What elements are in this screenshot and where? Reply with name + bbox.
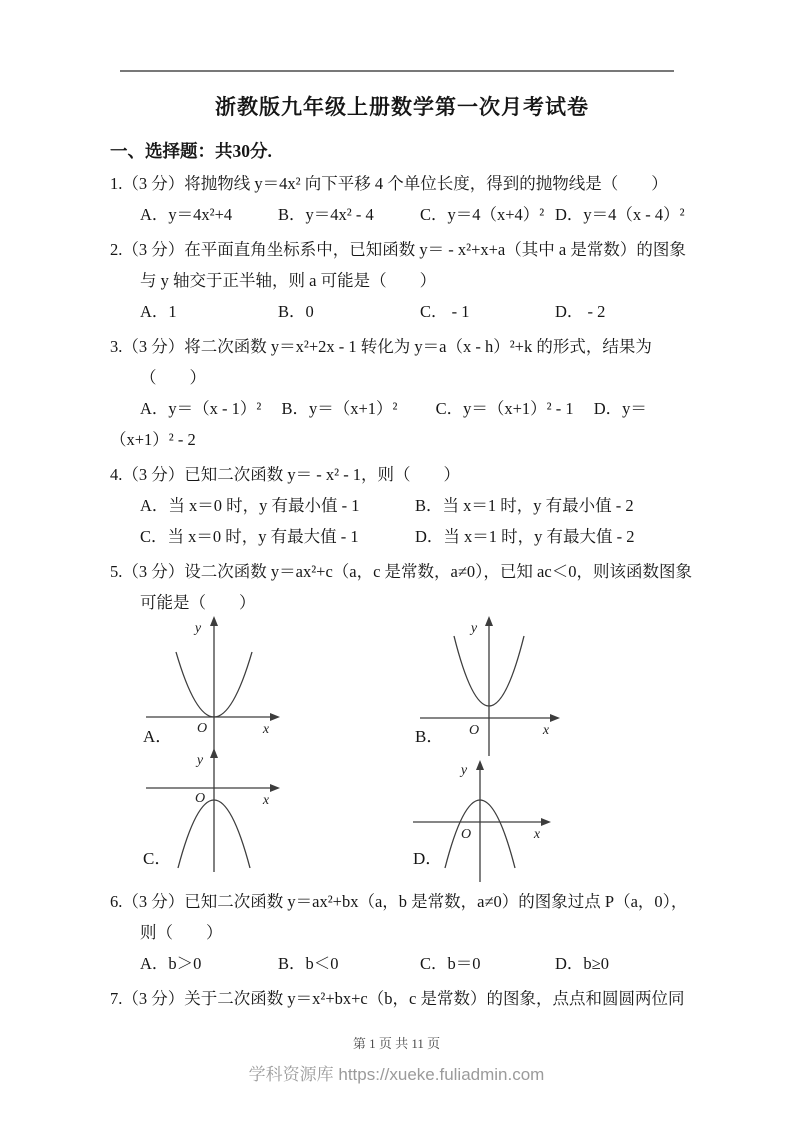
question-7 [110, 983, 694, 1014]
question-4 [110, 459, 694, 552]
option-b: B．0 [278, 302, 314, 321]
y-axis-arrow-icon [476, 760, 484, 770]
option-a: A．当 x＝0 时，y 有最小值 - 1 [140, 496, 360, 515]
option-a: A．y＝4x²+4 [140, 205, 233, 224]
option-a: A．b＞0 [140, 954, 202, 973]
figure-option-label-b: B． [415, 727, 444, 746]
origin-label: O [194, 791, 206, 806]
question-2-text: 2.（3 分）在平面直角坐标系中，已知函数 y＝ - x²+x+a（其中 a 是常数）的图象与 y 轴交于正半轴，则 a 可能是（ ） [110, 240, 686, 290]
figure-option-label-d: D． [413, 849, 443, 868]
question-6-options [110, 948, 694, 979]
question-2-options [110, 296, 694, 327]
footer-page-number: 第 1 页 共 11 页 [352, 1036, 441, 1051]
x-axis-label: x [262, 793, 270, 808]
figure-option-label-c: C． [143, 849, 172, 868]
option-a: A．y＝（x - 1）² [140, 399, 262, 418]
figure-option-label-a: A． [143, 727, 173, 746]
y-axis-label: y [460, 763, 468, 778]
question-6-text: 6.（3 分）已知二次函数 y＝ax²+bx（a，b 是常数，a≠0）的图象过点 P（a，0），则（ ） [110, 892, 688, 942]
question-6 [110, 886, 694, 979]
question-7-text: 7.（3 分）关于二次函数 y＝x²+bx+c（b，c 是常数）的图象，点点和圆圆两位同 [110, 989, 685, 1008]
origin-label: O [468, 723, 480, 738]
x-axis-label: x [533, 827, 541, 842]
question-1-text: 1.（3 分）将抛物线 y＝4x² 向下平移 4 个单位长度，得到的抛物线是（ ） [110, 174, 668, 193]
y-axis-label: y [194, 621, 202, 636]
option-b: B．当 x＝1 时，y 有最小值 - 2 [415, 496, 634, 515]
y-axis-arrow-icon [210, 616, 218, 626]
question-3 [110, 331, 694, 455]
header-divider [120, 70, 674, 72]
exam-page [110, 92, 694, 1014]
option-c: C．y＝（x+1）² - 1 [435, 399, 574, 418]
origin-label: O [460, 827, 472, 842]
footer-site-link[interactable]: 学科资源库 https://xueke.fuliadmin.com [248, 1065, 545, 1084]
y-axis-arrow-icon [210, 748, 218, 758]
section-header: 一、选择题：共30分. [110, 141, 272, 161]
question-3-options [110, 393, 688, 455]
y-axis-arrow-icon [485, 616, 493, 626]
footer-site [0, 1060, 793, 1085]
question-2 [110, 234, 694, 327]
option-d: D．当 x＝1 时，y 有最大值 - 2 [415, 527, 635, 546]
question-1-options [110, 199, 694, 230]
option-d: D． - 2 [555, 302, 606, 321]
question-5-text: 5.（3 分）设二次函数 y＝ax²+c（a，c 是常数，a≠0），已知 ac＜0，则该函数图象可能是（ ） [110, 562, 692, 612]
question-4-options-row-2 [110, 521, 694, 552]
option-d: D．b≥0 [555, 954, 609, 973]
question-4-text: 4.（3 分）已知二次函数 y＝ - x² - 1，则（ ） [110, 465, 461, 484]
option-c: C．当 x＝0 时，y 有最大值 - 1 [140, 527, 359, 546]
option-d: D．y＝（x+1）² - 2 [110, 399, 647, 449]
x-axis-arrow-icon [550, 714, 560, 722]
option-c: C． - 1 [420, 302, 470, 321]
y-axis-label: y [196, 753, 204, 768]
option-b: B．b＜0 [278, 954, 339, 973]
x-axis-arrow-icon [270, 784, 280, 792]
option-c: C．b＝0 [420, 954, 481, 973]
x-axis-label: x [262, 722, 270, 737]
page-title: 浙教版九年级上册数学第一次月考试卷 [215, 95, 589, 119]
y-axis-label: y [470, 621, 478, 636]
option-c: C．y＝4（x+4）² [420, 205, 545, 224]
x-axis-arrow-icon [541, 818, 551, 826]
option-b: B．y＝（x+1）² [281, 399, 398, 418]
question-4-options-row-1 [110, 490, 694, 521]
question-1 [110, 168, 694, 230]
question-5-figures [110, 618, 694, 882]
question-5 [110, 556, 694, 882]
option-a: A．1 [140, 302, 177, 321]
option-b: B．y＝4x² - 4 [278, 205, 374, 224]
option-d: D．y＝4（x - 4）² [555, 205, 685, 224]
origin-label: O [196, 721, 208, 736]
x-axis-label: x [542, 723, 550, 738]
x-axis-arrow-icon [270, 713, 280, 721]
question-3-text: 3.（3 分）将二次函数 y＝x²+2x - 1 转化为 y＝a（x - h）²+k 的形式，结果为（ ） [110, 337, 652, 387]
